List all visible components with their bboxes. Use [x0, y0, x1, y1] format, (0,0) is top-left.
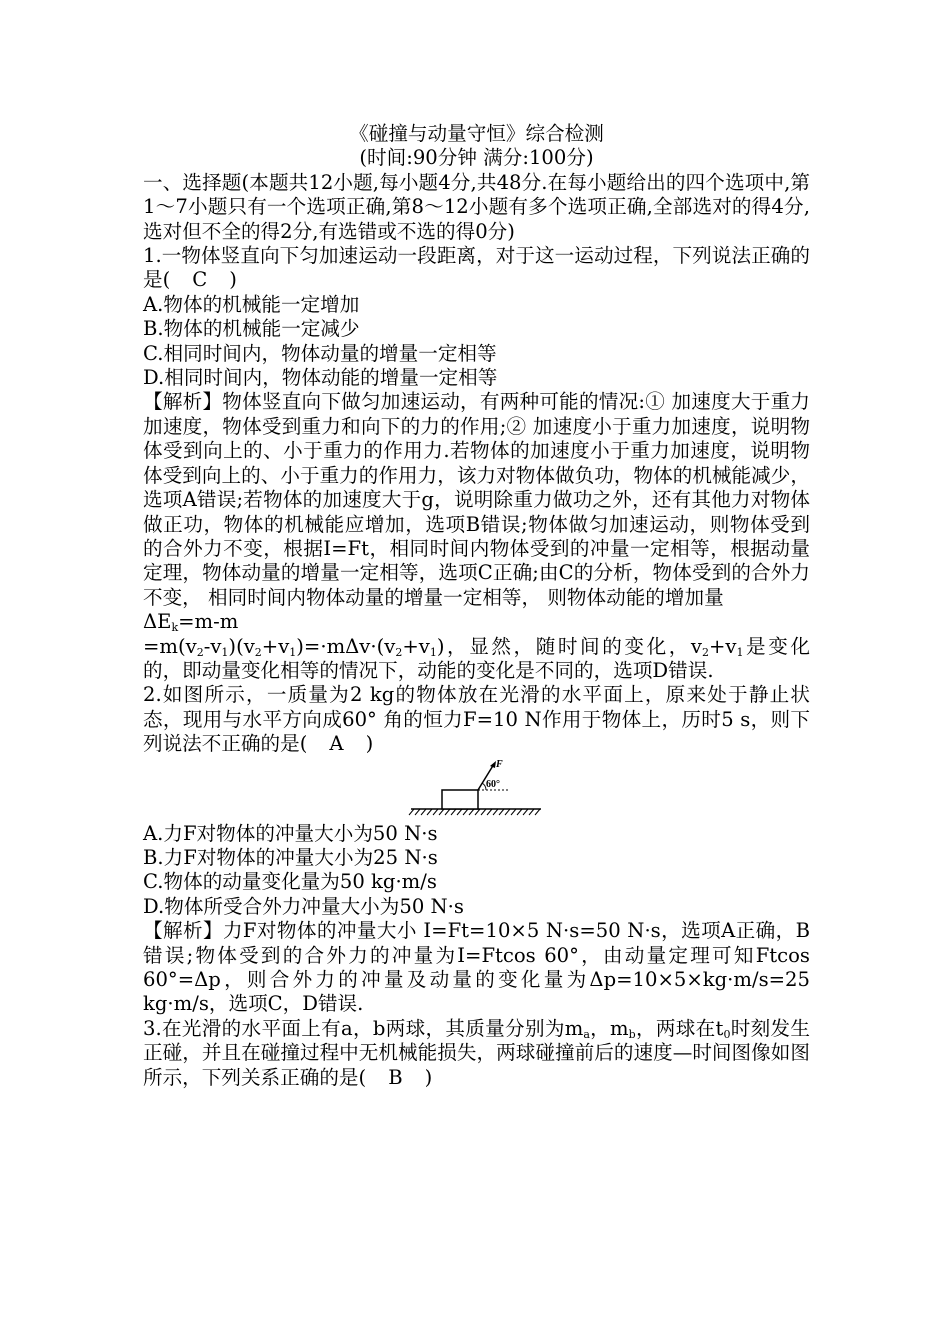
- subscript: 1: [736, 645, 744, 659]
- option-c: C.相同时间内，物体动量的增量一定相等: [143, 341, 497, 365]
- subscript: 2: [196, 645, 204, 659]
- section-heading: 一、选择题(本题共12小题,每小题4分,共48分.在每小题给出的四个选项中,第1～7小题只有一个选项正确,第8～12小题有多个选项正确,全部选对的得4分,选对但不全的得2分,有选错或不选的得0分): [143, 170, 810, 243]
- angle-label: 60°: [486, 778, 500, 790]
- question-stem-text: 3.在光滑的水平面上有a，b两球，其质量分别为m: [143, 1016, 584, 1040]
- document-page: [143, 122, 810, 1090]
- question-stem-text: 时刻发生正碰，并且在碰撞过程中无机械能损失，两球碰撞前后的速度—时间图像如图所示，下列关系正确的是(: [143, 1016, 810, 1089]
- option-b: B.物体的机械能一定减少: [143, 317, 360, 341]
- question-stem-text: 2.如图所示，一质量为2 kg的物体放在光滑的水平面上，原来处于静止状态，现用与水平方向成60° 角的恒力F=10 N作用于物体上，历时5 s，则下列说法不正确的是(: [143, 683, 810, 756]
- option-a: A.力F对物体的冲量大小为50 N·s: [143, 821, 438, 845]
- subscript: 2: [701, 645, 709, 659]
- force-diagram: [143, 757, 810, 822]
- force-label: F: [496, 758, 503, 770]
- subscript: a: [583, 1027, 590, 1041]
- question-3-stem: [143, 1017, 810, 1090]
- energy-change-formula: [143, 610, 810, 634]
- subscript: b: [628, 1027, 636, 1041]
- eq-part: +v: [708, 634, 737, 658]
- question-stem-close: ): [229, 268, 237, 292]
- eq-part: -v: [203, 634, 222, 658]
- question-stem-close: ): [365, 732, 374, 756]
- ground-hatching: [409, 809, 540, 815]
- subscript: 2: [254, 645, 262, 659]
- subscript: 0: [723, 1027, 731, 1041]
- question-stem-text: ，m: [589, 1016, 629, 1040]
- question-2-stem: [143, 683, 810, 756]
- answer-letter: C: [192, 268, 208, 292]
- eq-part: )=·mΔv·(v: [296, 634, 396, 658]
- force-diagram-svg: [406, 757, 546, 819]
- question-stem-text: 1.一物体竖直向下匀加速运动一段距离，对于这一运动过程，下列说法正确的是(: [143, 244, 810, 292]
- subscript: 1: [429, 645, 437, 659]
- subscript: k: [171, 621, 179, 635]
- answer-letter: A: [329, 732, 344, 756]
- option-a: A.物体的机械能一定增加: [143, 292, 360, 316]
- option-d: D.物体所受合外力冲量大小为50 N·s: [143, 894, 464, 918]
- eq-part: +v: [402, 634, 430, 658]
- answer-letter: B: [388, 1065, 403, 1089]
- option-c: C.物体的动量变化量为50 kg·m/s: [143, 870, 437, 894]
- eq-part: +v: [261, 634, 290, 658]
- option-b: B.力F对物体的冲量大小为25 N·s: [143, 845, 438, 869]
- block: [442, 790, 478, 809]
- question-1-stem: [143, 244, 810, 293]
- document-title: 《碰撞与动量守恒》综合检测: [349, 122, 604, 145]
- momentum-equation: [143, 635, 810, 684]
- option-d: D.相同时间内，物体动能的增量一定相等: [143, 366, 498, 390]
- eq-part: )(v: [228, 634, 255, 658]
- subscript: 1: [221, 645, 229, 659]
- subscript: 1: [289, 645, 297, 659]
- eq-part: )，显然，随时间的变化，v: [436, 634, 702, 658]
- subscript: 2: [395, 645, 403, 659]
- analysis-text: 【解析】力F对物体的冲量大小 I=Ft=10×5 N·s=50 N·s，选项A正确，B错误;物体受到的合外力的冲量为I=Ftcos 60°，由动量定理可知Ftcos 60°=Δp，则合外力的冲量及动量的变化量为Δp=10×5×kg·m/s=25 kg·m/s，选项C，D错误.: [143, 919, 810, 1016]
- document-subtitle: (时间:90分钟 满分:100分): [359, 146, 594, 170]
- eq-part: 是变化的，即动量变化相等的情况下，动能的变化是不同的，选项D错误.: [143, 634, 810, 682]
- question-stem-close: ): [424, 1065, 433, 1089]
- formula-delta-e: ΔE: [143, 610, 172, 634]
- eq-part: =m(v: [143, 634, 197, 658]
- formula-rest: =m-m: [178, 610, 239, 634]
- question-stem-text: ，两球在t: [635, 1016, 724, 1040]
- analysis-text: 【解析】物体竖直向下做匀加速运动，有两种可能的情况:① 加速度大于重力加速度，物体受到重力和向下的力的作用;② 加速度小于重力加速度，说明物体受到向上的、小于重力的作用力.若物体的加速度小于重力加速度，说明物体受到向上的、小于重力的作用力，该力对物体做负功，物体的机械能减少，选项A错误;若物体的加速度大于g，说明除重力做功之外，还有其他力对物体做正功，物体的机械能应增加，选项B错误;物体做匀加速运动，则物体受到的合外力不变，根据I=Ft，相同时间内物体受到的冲量一定相等，根据动量定理，物体动量的增量一定相等，选项C正确;由C的分析，物体受到的合外力不变， 相同时间内物体动量的增量一定相等， 则物体动能的增加量: [143, 390, 810, 609]
